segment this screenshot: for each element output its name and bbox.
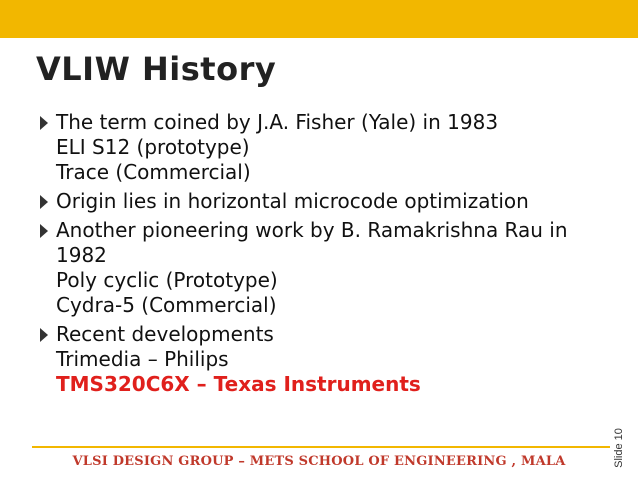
bullet-list bbox=[38, 110, 638, 401]
slide-number-text: Slide 10 bbox=[613, 428, 626, 468]
bullet-text: Another pioneering work by B. Ramakrishna Rau in bbox=[56, 218, 568, 242]
bullet-triangle-icon bbox=[40, 195, 48, 209]
bullet-text: Origin lies in horizontal microcode optimization bbox=[56, 189, 529, 213]
footer-text: VLSI DESIGN GROUP – METS SCHOOL OF ENGINEERING , MALA bbox=[72, 454, 566, 469]
sub-line: Poly cyclic (Prototype) bbox=[56, 268, 278, 292]
bullet-item bbox=[38, 189, 638, 214]
bullet-text: Recent developments bbox=[56, 322, 274, 346]
bullet-text: The term coined by J.A. Fisher (Yale) in 1983 bbox=[56, 110, 499, 134]
footer-divider bbox=[32, 446, 610, 448]
sub-line: Cydra-5 (Commercial) bbox=[56, 293, 277, 317]
sub-line: Trimedia – Philips bbox=[56, 347, 229, 371]
bullet-item bbox=[38, 218, 638, 318]
sub-line: 1982 bbox=[56, 243, 107, 267]
sub-line: Trace (Commercial) bbox=[56, 160, 251, 184]
top-accent-bar bbox=[0, 0, 638, 38]
bullet-triangle-icon bbox=[40, 116, 48, 130]
bullet-item bbox=[38, 110, 638, 185]
bullet-triangle-icon bbox=[40, 328, 48, 342]
highlighted-sub-line: TMS320C6X – Texas Instruments bbox=[56, 372, 421, 396]
slide-title: VLIW History bbox=[36, 50, 277, 88]
bullet-triangle-icon bbox=[40, 224, 48, 238]
bullet-item bbox=[38, 322, 638, 397]
sub-line: ELI S12 (prototype) bbox=[56, 135, 250, 159]
